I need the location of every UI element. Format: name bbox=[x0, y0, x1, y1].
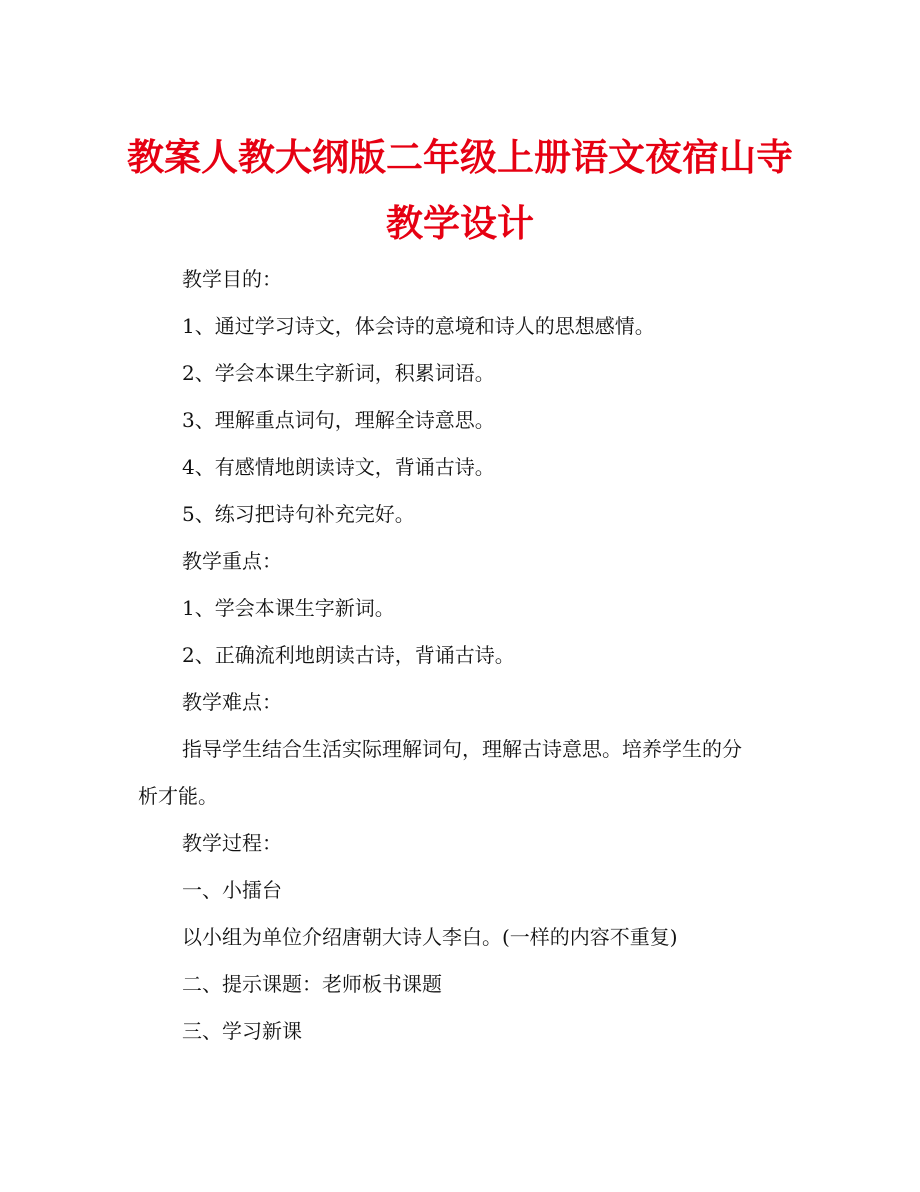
difficulty-paragraph-line-2: 析才能。 bbox=[138, 784, 218, 808]
section-heading-objectives: 教学目的： bbox=[182, 267, 282, 291]
section-heading-process: 教学过程： bbox=[182, 831, 282, 855]
process-step-3: 三、学习新课 bbox=[182, 1019, 302, 1043]
difficulty-paragraph-line-1: 指导学生结合生活实际理解词句，理解古诗意思。培养学生的分 bbox=[182, 737, 742, 761]
objective-item-1: 1、通过学习诗文，体会诗的意境和诗人的思想感情。 bbox=[182, 314, 655, 338]
document-title-line-2: 教学设计 bbox=[386, 202, 534, 245]
objective-item-3: 3、理解重点词句，理解全诗意思。 bbox=[182, 408, 495, 432]
objective-item-2: 2、学会本课生字新词，积累词语。 bbox=[182, 361, 495, 385]
process-step-1-detail: 以小组为单位介绍唐朝大诗人李白。(一样的内容不重复) bbox=[182, 925, 678, 949]
objective-item-4: 4、有感情地朗读诗文，背诵古诗。 bbox=[182, 455, 495, 479]
section-heading-key-points: 教学重点： bbox=[182, 549, 282, 573]
process-step-2: 二、提示课题：老师板书课题 bbox=[182, 972, 442, 996]
document-title-line-1: 教案人教大纲版二年级上册语文夜宿山寺 bbox=[127, 136, 793, 179]
section-heading-difficulties: 教学难点： bbox=[182, 690, 282, 714]
objective-item-5: 5、练习把诗句补充完好。 bbox=[182, 502, 415, 526]
key-point-item-2: 2、正确流利地朗读古诗，背诵古诗。 bbox=[182, 643, 515, 667]
key-point-item-1: 1、学会本课生字新词。 bbox=[182, 596, 395, 620]
process-step-1: 一、小擂台 bbox=[182, 878, 282, 902]
